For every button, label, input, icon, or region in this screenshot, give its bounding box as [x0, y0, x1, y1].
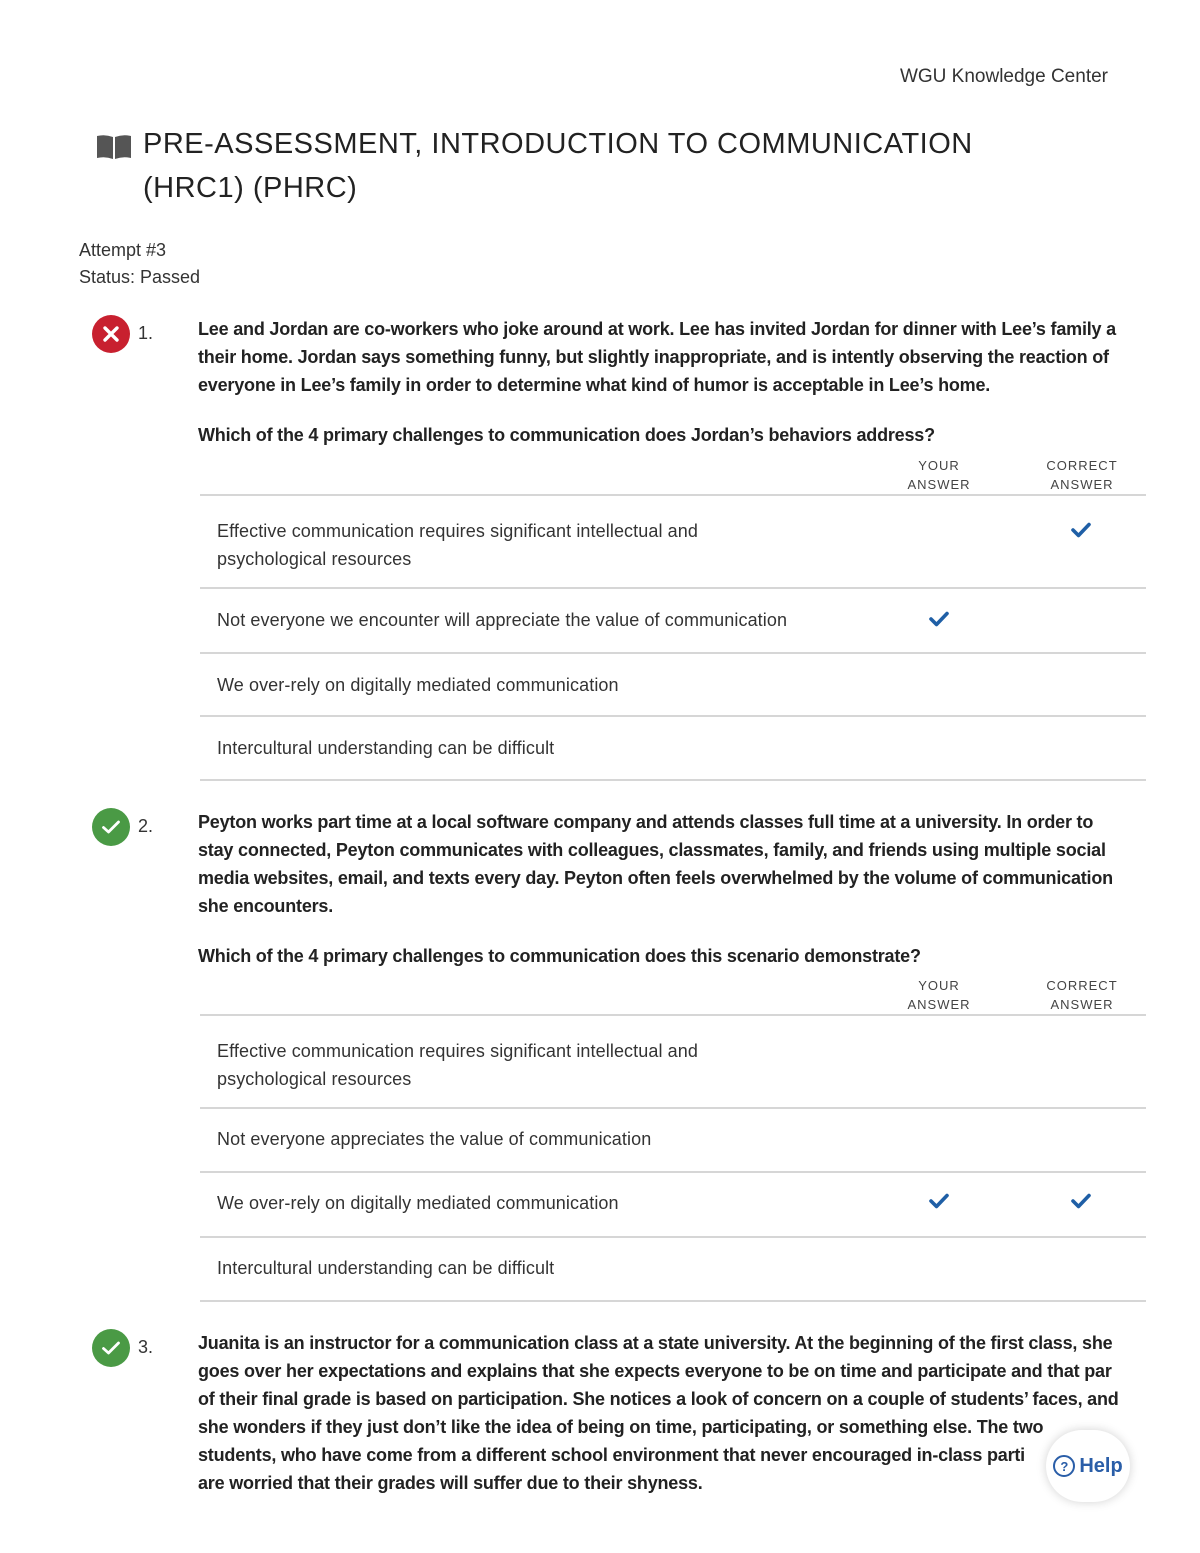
- answer-line: psychological resources: [217, 1069, 412, 1089]
- answer-text: [217, 606, 787, 634]
- your-answer-check-icon: [929, 611, 949, 627]
- correct-answer-check-icon: [1071, 1193, 1091, 1209]
- site-name: WGU Knowledge Center: [899, 66, 1108, 87]
- attempt-info: [79, 237, 200, 291]
- correct-answer-check-icon: [1071, 522, 1091, 538]
- answer-row: [200, 496, 1146, 589]
- answer-text: [217, 1254, 554, 1282]
- col-head-line: ANSWER: [907, 997, 971, 1012]
- stem-line: everyone in Lee’s family in order to determine what kind of humor is acceptable in Lee’s home.: [198, 375, 991, 395]
- answer-text: [217, 1125, 651, 1153]
- question-number: 3.: [138, 1337, 154, 1357]
- correct-icon: [92, 1329, 130, 1367]
- answer-table: [200, 494, 1146, 781]
- answer-line: Intercultural understanding can be difficult: [217, 1258, 555, 1278]
- answer-line: Effective communication requires significant intellectual and: [217, 1041, 699, 1061]
- page-title-line-2: (HRC1) (PHRC): [143, 172, 358, 204]
- col-head-line: YOUR: [918, 978, 960, 993]
- answer-text: [217, 734, 554, 762]
- page-title-line-1: PRE-ASSESSMENT, INTRODUCTION TO COMMUNICATION: [143, 128, 973, 160]
- incorrect-icon: [92, 315, 130, 353]
- answer-line: Not everyone appreciates the value of communication: [217, 1129, 652, 1149]
- col-head-line: YOUR: [918, 458, 960, 473]
- answer-line: Not everyone we encounter will appreciate the value of communication: [217, 610, 788, 630]
- answer-line: Intercultural understanding can be difficult: [217, 738, 555, 758]
- correct-icon: [92, 808, 130, 846]
- answer-row: [200, 589, 1146, 654]
- title-block: [96, 122, 1096, 210]
- answer-text: [217, 517, 698, 573]
- question-prompt: Which of the 4 primary challenges to communication does this scenario demonstrate?: [198, 946, 921, 966]
- col-head-line: ANSWER: [1050, 997, 1114, 1012]
- attempt-status: Status: Passed: [79, 267, 201, 287]
- stem-line: she wonders if they just don’t like the idea of being on time, participating, or something else. The two: [198, 1417, 1044, 1437]
- your-answer-header: [884, 456, 994, 494]
- stem-line: Juanita is an instructor for a communication class at a state university. At the beginning of the first class, she: [198, 1333, 1113, 1353]
- stem-line: their home. Jordan says something funny, but slightly inappropriate, and is intently observing the reaction of: [198, 347, 1109, 367]
- your-answer-header: [884, 976, 994, 1014]
- answer-row: [200, 1238, 1146, 1302]
- answer-line: We over-rely on digitally mediated communication: [217, 1193, 619, 1213]
- answer-line: We over-rely on digitally mediated communication: [217, 675, 619, 695]
- col-head-line: CORRECT: [1046, 458, 1118, 473]
- answer-text: [217, 1037, 698, 1093]
- answer-table: [200, 1014, 1146, 1302]
- answer-row: [200, 1016, 1146, 1109]
- help-icon: ?: [1053, 1455, 1075, 1477]
- book-icon: [96, 134, 132, 160]
- stem-line: media websites, email, and texts every day. Peyton often feels overwhelmed by the volume of communication: [198, 868, 1113, 888]
- stem-line: of their final grade is based on participation. She notices a look of concern on a couple of students’ faces, and: [198, 1389, 1119, 1409]
- stem-line: goes over her expectations and explains that she expects everyone to be on time and participate and that par: [198, 1361, 1112, 1381]
- stem-line: are worried that their grades will suffer due to their shyness.: [198, 1473, 703, 1493]
- question-stem: [198, 1329, 1158, 1497]
- stem-line: stay connected, Peyton communicates with colleagues, classmates, family, and friends using multiple social: [198, 840, 1106, 860]
- question-prompt: Which of the 4 primary challenges to communication does Jordan’s behaviors address?: [198, 425, 935, 445]
- answer-row: [200, 654, 1146, 717]
- attempt-number: Attempt #3: [79, 240, 167, 260]
- col-head-line: ANSWER: [1050, 477, 1114, 492]
- correct-answer-header: [1027, 456, 1137, 494]
- stem-line: Lee and Jordan are co-workers who joke around at work. Lee has invited Jordan for dinner with Lee’s family a: [198, 319, 1116, 339]
- col-head-line: CORRECT: [1046, 978, 1118, 993]
- question-stem: [198, 808, 1158, 920]
- answer-line: Effective communication requires significant intellectual and: [217, 521, 699, 541]
- help-label: Help: [1079, 1454, 1123, 1477]
- answer-text: [217, 1189, 619, 1217]
- question-number: 1.: [138, 323, 154, 343]
- question-stem: [198, 315, 1158, 399]
- col-head-line: ANSWER: [907, 477, 971, 492]
- your-answer-check-icon: [929, 1193, 949, 1209]
- help-button[interactable]: [1046, 1430, 1130, 1502]
- answer-row: [200, 1109, 1146, 1173]
- answer-text: [217, 671, 619, 699]
- answer-line: psychological resources: [217, 549, 412, 569]
- stem-line: Peyton works part time at a local software company and attends classes full time at a university. In order to: [198, 812, 1094, 832]
- correct-answer-header: [1027, 976, 1137, 1014]
- stem-line: students, who have come from a different school environment that never encouraged in-class parti: [198, 1445, 1025, 1465]
- stem-line: she encounters.: [198, 896, 334, 916]
- answer-row: [200, 717, 1146, 781]
- question-number: 2.: [138, 816, 154, 836]
- page-title: [143, 122, 1096, 210]
- answer-row: [200, 1173, 1146, 1238]
